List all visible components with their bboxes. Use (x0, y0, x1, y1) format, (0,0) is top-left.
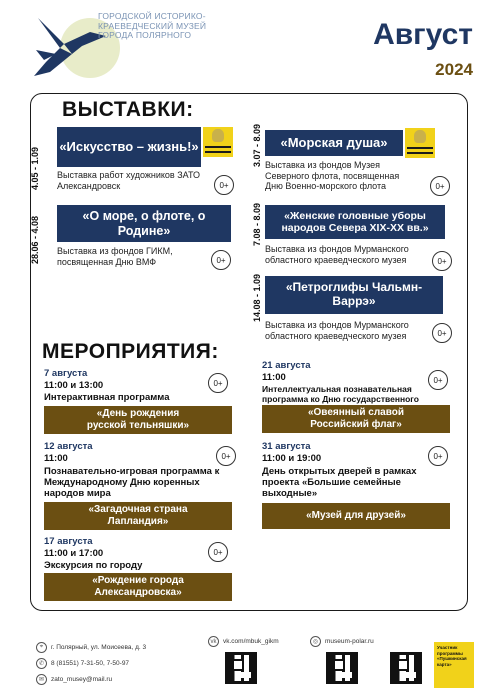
event-description: Интеллектуальная познавательная программа ко Дню государственного (262, 384, 419, 404)
qr-code-site (326, 652, 358, 684)
qr-code-vk (225, 652, 257, 684)
age-rating-badge: 0+ (432, 251, 452, 271)
exhibition-description: Выставка из фондов Мурманского областного краеведческого музея (265, 244, 409, 265)
year-title: 2024 (435, 60, 473, 79)
event-date: 7 августа (44, 368, 88, 379)
age-rating-badge: 0+ (430, 176, 450, 196)
exhibition-dates: 3.07 - 8.09 (252, 123, 262, 167)
header (0, 0, 495, 90)
exhibition-name: «Женские головные уборы народов Севера XIX-XX вв.» (265, 205, 445, 239)
vk-icon: vk (208, 636, 219, 647)
event-name: «Рождение города Александровска» (44, 573, 232, 601)
age-rating-badge: 0+ (216, 446, 236, 466)
age-rating-badge: 0+ (211, 250, 231, 270)
museum-name: ГОРОДСКОЙ ИСТОРИКО-КРАЕВЕДЧЕСКИЙ МУЗЕЙ ГОРОДА ПОЛЯРНОГО (98, 11, 207, 40)
event-name: «Загадочная страна Лапландия» (44, 502, 232, 530)
phone[interactable] (36, 658, 129, 669)
event-name: «Овеянный славой Российский флаг» (262, 405, 450, 433)
event-date: 17 августа (44, 536, 93, 547)
exhibition-description: Выставка из фондов ГИКМ, посвященная Дню ВМФ (57, 246, 173, 267)
pushkin-card-icon (203, 127, 233, 157)
events-title: МЕРОПРИЯТИЯ: (42, 340, 219, 363)
email[interactable] (36, 674, 112, 685)
event-name: «День рождения русской тельняшки» (44, 406, 232, 434)
exhibition-name: «Петроглифы Чальмн-Варрэ» (265, 276, 443, 314)
pushkin-card-participant: Участник программы «Пушкинская карта» (434, 642, 474, 688)
site-text: museum-polar.ru (325, 638, 374, 645)
exhibition-description: Выставка работ художников ЗАТО Александровск (57, 170, 201, 191)
exhibition-name: «О море, о флоте, о Родине» (57, 205, 231, 242)
event-description: Интерактивная программа (44, 392, 170, 403)
event-time: 11:00 (262, 372, 286, 383)
event-date: 31 августа (262, 441, 311, 452)
age-rating-badge: 0+ (208, 373, 228, 393)
event-time: 11:00 и 19:00 (262, 453, 322, 464)
exhibition-dates: 4.05 - 1.09 (30, 146, 40, 190)
age-rating-badge: 0+ (432, 323, 452, 343)
phone-icon: ✆ (36, 658, 47, 669)
address-text: г. Полярный, ул. Моисеева, д. 3 (51, 644, 147, 651)
event-date: 12 августа (44, 441, 93, 452)
exhibition-name: «Морская душа» (265, 130, 403, 156)
event-name: «Музей для друзей» (262, 503, 450, 529)
exhibitions-title: ВЫСТАВКИ: (62, 98, 194, 121)
age-rating-badge: 0+ (428, 370, 448, 390)
month-title: Август (373, 18, 473, 51)
exhibition-dates: 7.08 - 8.09 (252, 202, 262, 246)
event-date: 21 августа (262, 360, 311, 371)
exhibition-dates: 28.06 - 4.08 (30, 215, 40, 264)
mail-icon: ✉ (36, 674, 47, 685)
vk-link[interactable] (208, 636, 279, 647)
address (36, 642, 146, 653)
location-pin-icon: ⌖ (36, 642, 47, 653)
vk-text: vk.com/mbuk_gikm (223, 638, 279, 645)
event-description: Познавательно-игровая программа к Международному Дню коренных народов мира (44, 466, 220, 499)
event-time: 11:00 и 17:00 (44, 548, 104, 559)
exhibition-description: Выставка из фондов Мурманского областного краеведческого музея (265, 320, 409, 341)
globe-icon: ◎ (310, 636, 321, 647)
exhibition-dates: 14.08 - 1.09 (252, 273, 262, 322)
footer (30, 624, 468, 694)
event-time: 11:00 и 13:00 (44, 380, 104, 391)
age-rating-badge: 0+ (208, 542, 228, 562)
age-rating-badge: 0+ (428, 446, 448, 466)
event-description: День открытых дверей в рамках проекта «Большие семейные выходные» (262, 466, 417, 499)
email-text: zato_musey@mail.ru (51, 676, 113, 683)
age-rating-badge: 0+ (214, 175, 234, 195)
exhibition-description: Выставка из фондов Музея Северного флота, посвященная Дню Военно-морского флота (265, 160, 400, 191)
pushkin-card-icon (405, 128, 435, 158)
site-link[interactable] (310, 636, 374, 647)
event-time: 11:00 (44, 453, 68, 464)
qr-code-pushkin (390, 652, 422, 684)
event-description: Экскурсия по городу (44, 560, 143, 571)
exhibition-name: «Искусство – жизнь!» (57, 127, 201, 167)
phone-text: 8 (81551) 7-31-50, 7-50-97 (51, 660, 130, 667)
